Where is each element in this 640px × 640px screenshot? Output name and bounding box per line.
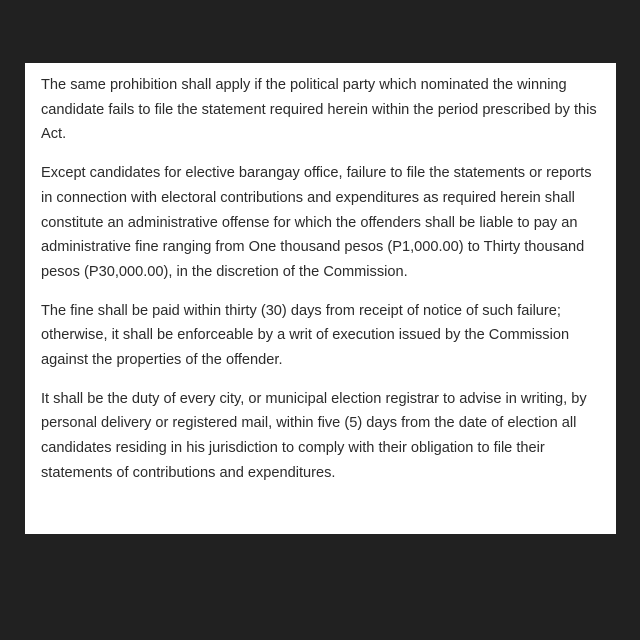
paragraph-1: The same prohibition shall apply if the political party which nominated the winning candidate fails to file the statement required herein within the period prescribed by this Act. [41,77,597,143]
paragraph-3: The fine shall be paid within thirty (30) days from receipt of notice of such failure; otherwise, it shall be enforceable by a writ of execution issued by the Commission against the properties of the offender. [41,302,570,369]
paragraph-2: Except candidates for elective barangay office, failure to file the statements or reports in connection with electoral contributions and expenditures as required herein shall constitute an administrative offense for which the offenders shall be liable to pay an administrative fine ranging from One thousand pesos (P1,000.00) to Thirty thousand pesos (P30,000.00), in the discretion of the Commission. [41,165,592,280]
document-card [25,63,616,534]
paragraph-4: It shall be the duty of every city, or municipal election registrar to advise in writing, by personal delivery or registered mail, within five (5) days from the date of election all candidates residing in his jurisdiction to comply with their obligation to file their statements of contributions and expenditures. [41,390,587,481]
